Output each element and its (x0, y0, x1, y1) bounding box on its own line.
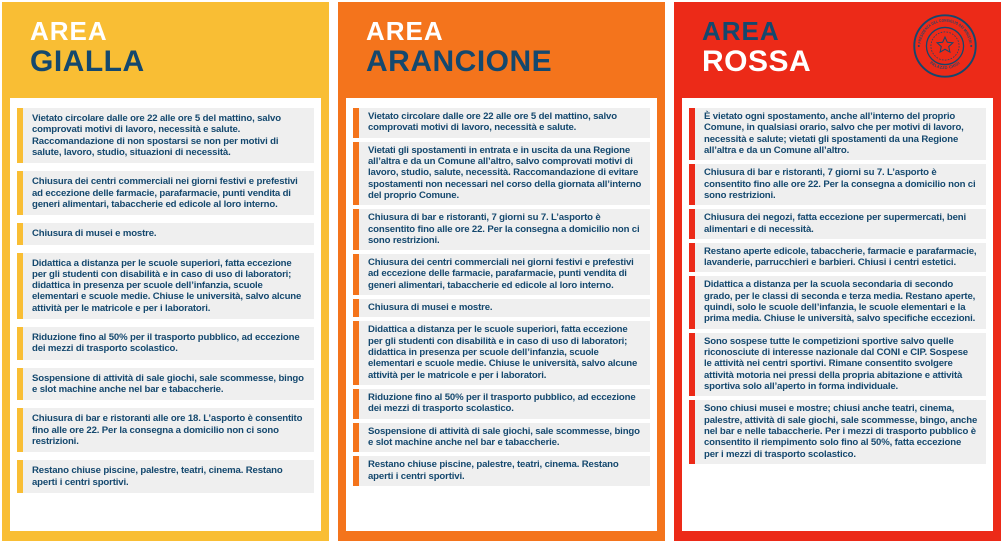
panel-title-gialla: GIALLA (30, 45, 145, 79)
restriction-text: Chiusura di bar e ristoranti alle ore 18. L’asporto è consentito fino alle ore 22. Per la consegna a domicilio non ci sono restrizioni. (32, 413, 303, 447)
restriction-item (353, 423, 650, 453)
restriction-text: Chiusura di bar e ristoranti, 7 giorni su 7. L’asporto è consentito fino alle ore 22. Per la consegna a domicilio non ci sono restrizioni. (704, 167, 976, 201)
restriction-text: Riduzione fino al 50% per il trasporto pubblico, ad eccezione dei mezzi di trasporto scolastico. (368, 391, 636, 415)
restriction-item (689, 243, 986, 273)
restriction-text: Chiusura dei centri commerciali nei giorni festivi e prefestivi ad eccezione delle farmacie, parafarmacie, punti vendita di generi alimentari, tabaccherie ed edicole al loro interno. (32, 176, 298, 210)
restriction-item (353, 108, 650, 138)
panel-header-gialla (10, 2, 321, 98)
restriction-item (17, 108, 314, 163)
star-emblem-icon (937, 37, 953, 52)
restriction-text: Restano aperte edicole, tabaccherie, farmacie e parafarmacie, lavanderie, parrucchieri e barbieri. Chiusi i centri estetici. (704, 245, 977, 269)
restriction-text: Restano chiuse piscine, palestre, teatri, cinema. Restano aperti i centri sportivi. (368, 459, 619, 482)
restriction-text: Sono chiusi musei e mostre; chiusi anche teatri, cinema, palestre, attività di sale giochi, sale scommesse, bingo, anche nel bar e nelle tabaccherie. Per i mezzi di trasporto pubblico è consentito il riempimento solo fino al 50%, fatta eccezione per i mezzi di trasporto scolastico. (704, 403, 978, 460)
restriction-item (17, 253, 314, 320)
panel-area-arancione (338, 2, 665, 541)
restriction-text: Chiusura di musei e mostre. (32, 228, 157, 240)
restriction-item (689, 333, 986, 397)
restriction-text: È vietato ogni spostamento, anche all’interno del proprio Comune, in qualsiasi orario, salvo che per motivi di lavoro, necessità e salute; vietati gli spostamenti da una Regione all’altra e da un Comune all’altro. (704, 111, 964, 156)
panel-area-rossa (674, 2, 1001, 541)
restriction-text: Chiusura di musei e mostre. (368, 302, 493, 314)
restriction-item (689, 209, 986, 239)
restriction-item (689, 108, 986, 160)
panel-title-area: AREA (30, 16, 108, 46)
restrictions-list (346, 98, 657, 531)
palazzo-chigi-seal-icon (913, 14, 977, 78)
panel-title-area: AREA (366, 16, 444, 46)
restriction-text: Didattica a distanza per le scuole superiori, fatta eccezione per gli studenti con disabilità e in caso di uso di laboratori; didattica in presenza per scuole dell’infanzia, scuole elementari e scuole medie. Chiuse le università, salvo alcune attività per le matricole e per i laboratori. (32, 257, 302, 314)
restriction-item (17, 368, 314, 401)
panel-header-rossa (682, 2, 993, 98)
svg-text:PALAZZO CHIGI (929, 60, 961, 70)
restriction-item (353, 142, 650, 206)
restriction-item (689, 164, 986, 205)
restriction-item (353, 456, 650, 486)
restriction-item (17, 327, 314, 360)
restriction-text: Sospensione di attività di sale giochi, sale scommesse, bingo e slot machine anche nel bar e tabaccherie. (32, 372, 304, 395)
restriction-item (17, 460, 314, 493)
restriction-text: Chiusura dei negozi, fatta eccezione per supermercati, beni alimentari e di necessità. (704, 212, 966, 235)
restriction-item (353, 321, 650, 385)
restriction-item (689, 276, 986, 328)
restriction-text: Riduzione fino al 50% per il trasporto pubblico, ad eccezione dei mezzi di trasporto scolastico. (32, 332, 300, 355)
panel-header-arancione (346, 2, 657, 98)
restriction-item (17, 171, 314, 215)
restriction-text: Chiusura dei centri commerciali nei giorni festivi e prefestivi ad eccezione delle farmacie, parafarmacie, punti vendita di generi alimentari, tabaccherie ed edicole al loro interno. (368, 257, 634, 291)
seal-text-bottom: PALAZZO CHIGI (929, 60, 962, 71)
restriction-text: Sospensione di attività di sale giochi, sale scommesse, bingo e slot machine anche nel bar e tabaccherie. (368, 425, 640, 448)
restriction-text: Vietato circolare dalle ore 22 alle ore 5 del mattino, salvo comprovati motivi di lavoro, necessità e salute. Raccomandazione di non spostarsi se non per motivi di salute, lavoro, studio, situazioni di necessità. (32, 113, 281, 158)
panel-title-rossa: ROSSA (702, 45, 812, 79)
restriction-item (353, 254, 650, 295)
restriction-item (689, 400, 986, 464)
restriction-text: Didattica a distanza per la scuola secondaria di secondo grado, per le classi di seconda e terza media. Restano aperte, quindi, solo le scuole dell’infanzia, le scuole elementari e la prima media. Chiuse le università, salvo specifiche eccezioni. (704, 279, 976, 325)
restriction-item (17, 408, 314, 452)
panel-title-area: AREA (702, 16, 780, 46)
restrictions-list (10, 98, 321, 531)
restriction-text: Didattica a distanza per le scuole superiori, fatta eccezione per gli studenti con disabilità e in caso di uso di laboratori; didattica in presenza per scuole dell’infanzia, scuole elementari e scuole medie. Chiuse le università, salvo alcune attività per le matricole e per i laboratori. (368, 324, 638, 381)
restriction-item (353, 389, 650, 419)
restriction-item (353, 299, 650, 317)
restrictions-list (682, 98, 993, 531)
panel-title-arancione: ARANCIONE (366, 45, 553, 79)
restriction-item (353, 209, 650, 250)
restriction-text: Vietato circolare dalle ore 22 alle ore 5 del mattino, salvo comprovati motivi di lavoro, necessità e salute. (368, 111, 617, 134)
restriction-text: Chiusura di bar e ristoranti, 7 giorni su 7. L’asporto è consentito fino alle ore 22. Per la consegna a domicilio non ci sono restrizioni. (368, 212, 640, 246)
restriction-text: Sono sospese tutte le competizioni sportive salvo quelle riconosciute di interesse nazionale dal CONI e CIP. Sospese le attività nei centri sportivi. Rimane consentito svolgere attività motoria nei pressi della propria abitazione e attività sportiva solo all’aperto in forma individuale. (704, 335, 968, 392)
restriction-item (17, 223, 314, 244)
restriction-text: Restano chiuse piscine, palestre, teatri, cinema. Restano aperti i centri sportivi. (32, 465, 283, 488)
seal-text-top: PRESIDENZA DEL CONSIGLIO DEI MINISTRI (917, 18, 973, 45)
restriction-text: Vietati gli spostamenti in entrata e in uscita da una Regione all’altra e da un Comune all’altro, salvo comprovati motivi di lavoro, studio, salute, necessità. Raccomandazione di evitare spostamenti non necessari nel corso della giornata all’interno del proprio Comune. (368, 144, 642, 201)
panel-area-gialla (2, 2, 329, 541)
